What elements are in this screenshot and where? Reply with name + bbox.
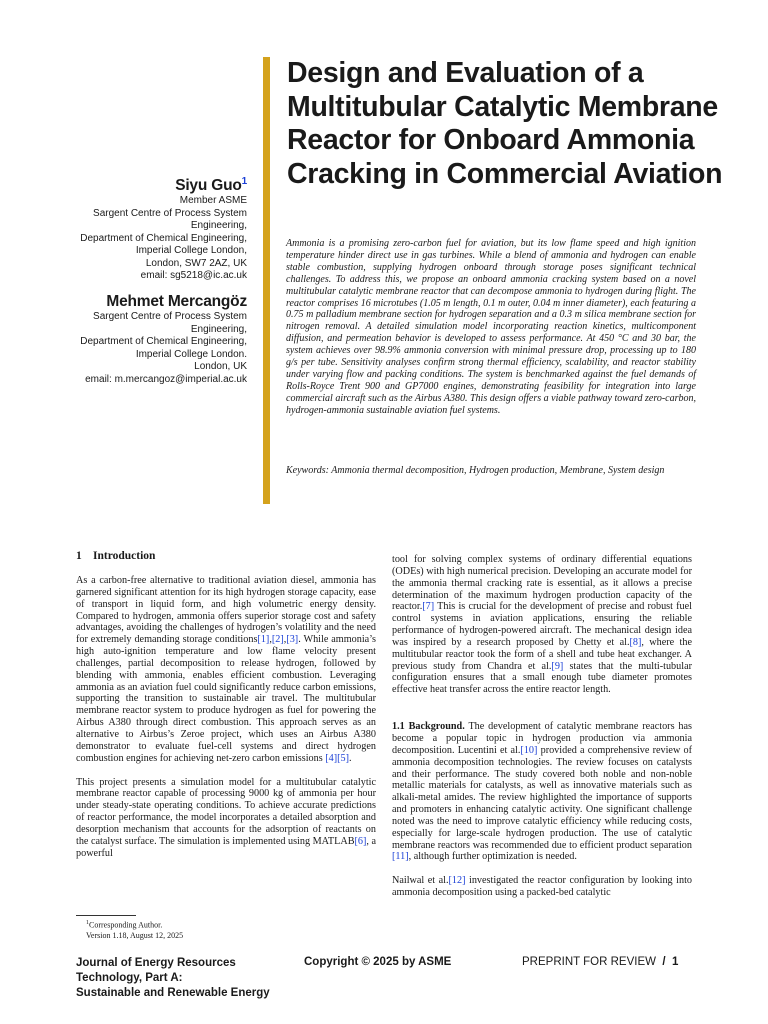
author-footnote-mark[interactable]: 1 [241, 176, 247, 187]
copyright-notice: Copyright © 2025 by ASME [304, 956, 452, 968]
author-block-1 [60, 172, 247, 283]
citation-link[interactable]: [1] [257, 634, 270, 646]
author-affiliation-line: Imperial College London, [135, 245, 247, 257]
author-name: Siyu Guo$^1$ [175, 176, 247, 195]
page-number: 1 [671, 956, 679, 968]
citation-link[interactable]: [5] [337, 752, 350, 764]
author-affiliation-line: Department of Chemical Engineering, [80, 232, 247, 244]
footnote [76, 918, 376, 942]
citation-link[interactable]: [12] [448, 875, 466, 887]
citation-link[interactable]: [8] [629, 636, 642, 648]
author-affiliation-line: London, SW7 2AZ, UK [145, 257, 247, 269]
journal-name: Journal of Energy Resources Technology, Part A: Sustainable and Renewable Energy [76, 957, 270, 999]
author-affiliation-line: Sargent Centre of Process System [93, 207, 247, 219]
author-block-2 [60, 292, 247, 386]
citation-link[interactable]: [11] [392, 851, 409, 863]
paragraph: Nailwal et al.[12] investigated the reactor configuration by looking into ammonia decomposition using a packed-bed catalytic [392, 875, 693, 899]
citation-link[interactable]: [6] [354, 835, 367, 847]
right-column [392, 554, 692, 899]
section-number: 1 [76, 550, 82, 562]
author-affiliation-line: Sargent Centre of Process System [93, 311, 247, 322]
author-email: email: sg5218@ic.ac.uk [140, 270, 247, 282]
author-email: email: m.mercangoz@imperial.ac.uk [85, 373, 247, 385]
author-affiliation-line: Imperial College London. [135, 348, 247, 360]
section-heading-introduction [76, 550, 155, 562]
subsection-heading-background: 1.1 Background. [392, 721, 465, 733]
footnote-corresponding: $^1$Corresponding Author. [86, 920, 163, 930]
version-line: Version 1.18, August 12, 2025 [86, 931, 184, 941]
preprint-label: PREPRINT FOR REVIEW / 1 [522, 956, 679, 968]
author-affiliation-line: Engineering, [190, 220, 247, 232]
citation-link[interactable]: [10] [520, 744, 538, 756]
citation-link[interactable]: [2] [271, 634, 284, 646]
author-affiliation-line: London, UK [194, 361, 247, 372]
author-name: Mehmet Mercangöz [106, 293, 247, 310]
abstract: Ammonia is a promising zero-carbon fuel for aviation, but its low flame speed and high ignition temperature hinder direct use in gas turbines. While a blend of ammonia and hydrogen can enable stable combustion, supplying hydrogen onboard through storage poses significant technical challenges. To address this, we propose an onboard ammonia cracking system based on a novel multitubular catalytic membrane reactor that can decompose ammonia to hydrogen during flight. The reactor comprises 16 microtubes (1.05 m length, 0.1 m outer, 0.04 m inner diameter), each featuring a 0.75 m palladium membrane section for hydrogen separation and a 0.3 m silica membrane section for nitrogen removal. A detailed simulation model incorporating reaction kinetics, multicomponent diffusion, and permeation behavior is developed to assess performance. At 450 °C and 30 bar, the system achieves over 98.9% ammonia conversion with minimal pressure drop, processing up to 180 g/s per tube. Sensitivity analyses confirm strong thermal efficiency, scalability, and reactor stability under varying flow and packing conditions. The system is benchmarked against the fuel demands of Rolls-Royce Trent 900 and GP7000 engines, demonstrating feasibility for integration into large commercial aircraft such as the Airbus A380. This design offers a viable pathway toward zero-carbon, hydrogen-ammonia sustainable aviation fuel systems. [286, 238, 696, 416]
paragraph: As a carbon-free alternative to traditional aviation diesel, ammonia has garnered significant attention for its high hydrogen storage capacity, ease of transport in liquid form, and high volumetric energy density. Compared to hydrogen, ammonia offers superior storage cost and safety advantages, avoiding the challenges of hydrogen’s volatility and the need for extremely demanding storage conditions[1],[2],[3]. While ammonia’s high auto-ignition temperature and low flame velocity present challenges, partial decomposition to release hydrogen, followed by blending with ammonia, enables efficient combustion. Leveraging ammonia as an aviation fuel could significantly reduce carbon emissions, supporting the transition to sustainable air travel. The multitubular membrane reactor system to produce hydrogen as fuel for powering the Airbus A380 through direct combustion. This approach serves as an alternative to Airbus’s Zeroe project, which uses an Airbus A380 demonstrator to evaluate fuel-cell systems and direct hydrogen combustion engines for achieving net-zero carbon emissions [4][5]. [76, 575, 376, 764]
footnote-rule [76, 915, 136, 916]
paper-title: Design and Evaluation of a Multitubular Catalytic Membrane Reactor for Onboard Ammonia Cracking in Commercial Aviation [287, 57, 723, 190]
author-affiliation-line: Department of Chemical Engineering, [80, 336, 247, 347]
citation-link[interactable]: [9] [551, 660, 564, 672]
section-title: Introduction [93, 550, 156, 562]
citation-link[interactable]: [4] [325, 752, 338, 764]
author-affiliation-line: Engineering, [190, 323, 247, 335]
title-accent-bar [263, 57, 270, 504]
left-column [76, 575, 376, 859]
paragraph: tool for solving complex systems of ordinary differential equations (ODEs) with high numerical precision. Developing an accurate model for the ammonia thermal cracking rate is essential, as it allows a precise determination of the maximum hydrogen production capacity of the reactor.[7] This is crucial for the development of precise and robust fuel control systems in aviation applications, ensuring the reliable performance of hydrogen-powered aircraft. The mechanical design idea was inspired by a research proposed by Chetty et al.[8], where the multitubular reactor took the form of a shell and tube heat exchanger. A previous study from Chandra et al.[9] states that the multi-tubular configuration ensures that a small enough tube diameter promotes effective heat transfer across the entire reactor length. [392, 554, 692, 696]
paragraph: 1.1 Background. The development of catalytic membrane reactors has become a popular topic in hydrogen production via ammonia decomposition. Lucentini et al.[10] provided a comprehensive review of ammonia decomposition technologies. The review focuses on catalysts and their performance. The study covered both noble and non-noble metallic materials for catalysts, as well as innovative materials such as alkali-metal amides. The review highlighted the importance of supports and promoters in enhancing catalytic activity. One significant challenge noted was the need to improve catalytic efficiency while reducing costs, especially for large-scale hydrogen production. The use of catalytic membrane reactors was recommended due to efficient product separation [11], although further optimization is needed. [392, 721, 692, 863]
citation-link[interactable]: [3] [286, 634, 299, 646]
keywords: Keywords: Ammonia thermal decomposition, Hydrogen production, Membrane, System design [286, 465, 665, 476]
citation-link[interactable]: [7] [422, 601, 435, 613]
author-affiliation-line: Member ASME [179, 195, 247, 207]
paragraph: This project presents a simulation model for a multitubular catalytic membrane reactor capable of processing 9000 kg of ammonia per hour under steady-state operating conditions. To achieve accurate predictions of reactor performance, the model incorporates a detailed absorption and desorption mechanism that accounts for the adsorption of reactants on the catalyst surface. The simulation is implemented using MATLAB[6], a powerful [76, 776, 377, 859]
